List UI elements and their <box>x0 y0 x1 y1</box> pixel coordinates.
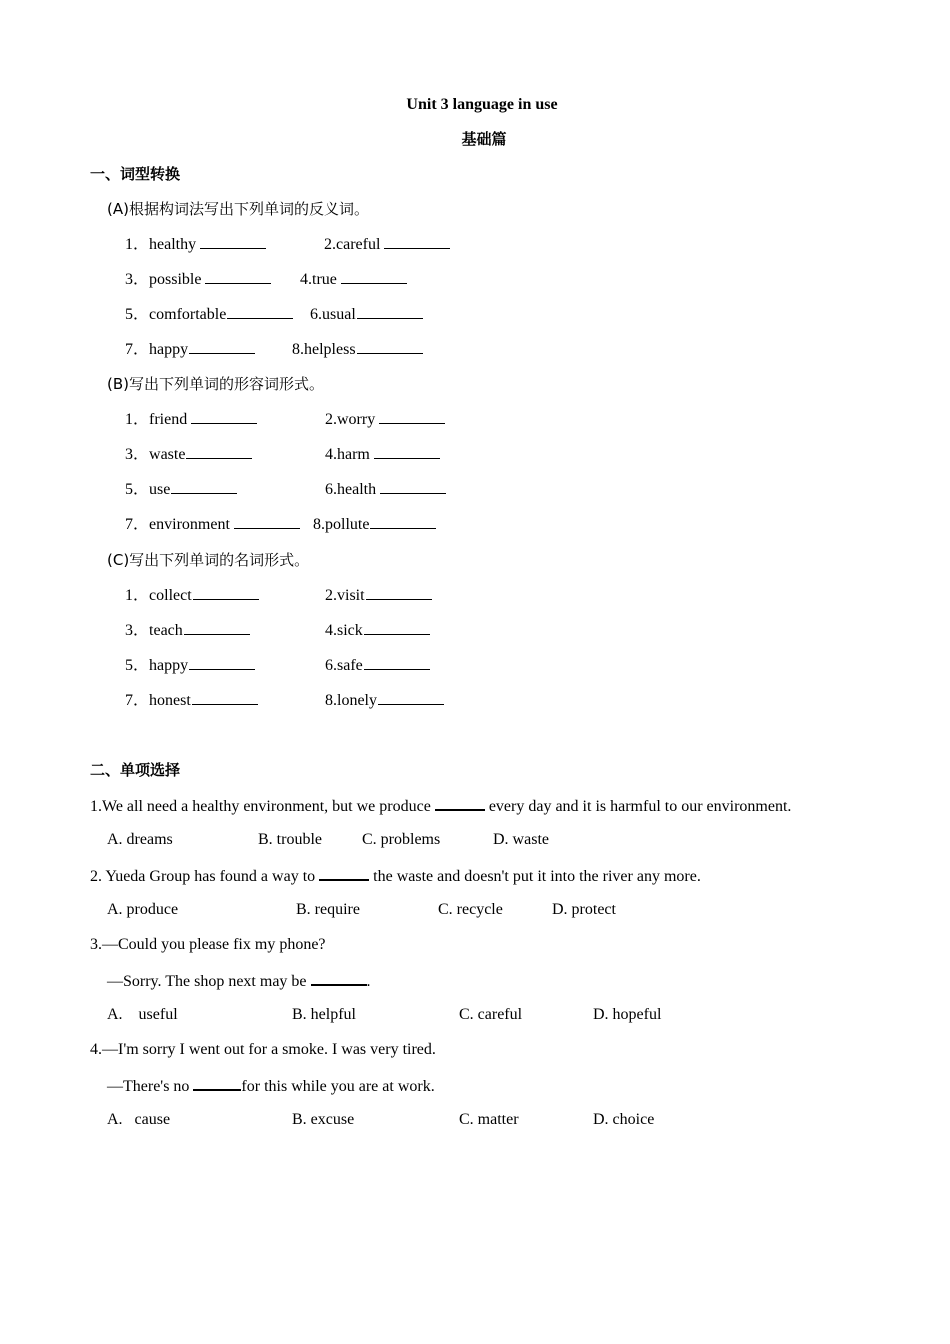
answer-blank[interactable] <box>186 444 252 459</box>
answer-blank[interactable] <box>378 690 444 705</box>
page-subtitle: 基础篇 <box>461 130 507 148</box>
list-item: 7．honest <box>125 690 258 711</box>
list-item: 4.sick <box>325 620 430 641</box>
answer-blank[interactable] <box>374 444 440 459</box>
option-c[interactable]: C. problems <box>362 831 441 848</box>
answer-blank[interactable] <box>341 269 407 284</box>
answer-blank[interactable] <box>192 690 258 705</box>
list-item: 3．waste <box>125 444 252 465</box>
list-item: 7．happy <box>125 339 255 360</box>
answer-blank[interactable] <box>311 970 367 986</box>
list-item: 1．friend <box>125 409 257 430</box>
list-item: 8.pollute <box>313 514 436 535</box>
part-c-instruction: (C)写出下列单词的名词形式。 <box>107 551 310 569</box>
option-a[interactable]: A. dreams <box>107 831 173 848</box>
list-item: 1．healthy <box>125 234 266 255</box>
answer-blank[interactable] <box>205 269 271 284</box>
answer-blank[interactable] <box>364 620 430 635</box>
section-2-heading: 二、单项选择 <box>90 761 181 779</box>
list-item: 7．environment <box>125 514 300 535</box>
list-item: 2.careful <box>324 234 450 255</box>
option-b[interactable]: B. trouble <box>258 831 322 848</box>
answer-blank[interactable] <box>379 409 445 424</box>
answer-blank[interactable] <box>227 304 293 319</box>
part-a-instruction: (A)根据构词法写出下列单词的反义词。 <box>107 200 369 218</box>
answer-blank[interactable] <box>384 234 450 249</box>
list-item: 5．comfortable <box>125 304 293 325</box>
list-item: 6.usual <box>310 304 423 325</box>
option-d[interactable]: D. protect <box>552 901 616 918</box>
list-item: 2.visit <box>325 585 432 606</box>
option-c[interactable]: C. careful <box>459 1006 523 1023</box>
answer-blank[interactable] <box>370 514 436 529</box>
section-1-heading: 一、词型转换 <box>90 165 181 183</box>
answer-blank[interactable] <box>366 585 432 600</box>
answer-blank[interactable] <box>189 339 255 354</box>
question-2: 2. Yueda Group has found a way to the waste and doesn't put it into the river any more. <box>90 865 701 887</box>
question-3: 3.—Could you please fix my phone? <box>90 936 326 953</box>
page-title: Unit 3 language in use <box>406 96 558 113</box>
list-item: 4.true <box>300 269 407 290</box>
answer-blank[interactable] <box>364 655 430 670</box>
list-item: 8.lonely <box>325 690 444 711</box>
question-4: 4.—I'm sorry I went out for a smoke. I was very tired. <box>90 1041 436 1058</box>
answer-blank[interactable] <box>191 409 257 424</box>
option-a[interactable]: A. useful <box>107 1006 178 1023</box>
option-d[interactable]: D. choice <box>593 1111 655 1128</box>
list-item: 3．possible <box>125 269 271 290</box>
list-item: 6.health <box>325 479 446 500</box>
list-item: 6.safe <box>325 655 430 676</box>
list-item: 5．use <box>125 479 237 500</box>
answer-blank[interactable] <box>189 655 255 670</box>
question-1: 1.We all need a healthy environment, but we produce every day and it is harmful to our environment. <box>90 795 791 817</box>
answer-blank[interactable] <box>319 865 369 881</box>
option-a[interactable]: A. cause <box>107 1111 171 1128</box>
answer-blank[interactable] <box>234 514 300 529</box>
answer-blank[interactable] <box>357 339 423 354</box>
question-4-reply: —There's no for this while you are at work. <box>107 1075 435 1097</box>
answer-blank[interactable] <box>171 479 237 494</box>
option-d[interactable]: D. hopeful <box>593 1006 662 1023</box>
option-b[interactable]: B. helpful <box>292 1006 356 1023</box>
answer-blank[interactable] <box>357 304 423 319</box>
part-b-instruction: (B)写出下列单词的形容词形式。 <box>107 375 324 393</box>
answer-blank[interactable] <box>380 479 446 494</box>
answer-blank[interactable] <box>200 234 266 249</box>
question-3-reply: —Sorry. The shop next may be . <box>107 970 371 992</box>
option-a[interactable]: A. produce <box>107 901 179 918</box>
option-b[interactable]: B. excuse <box>292 1111 355 1128</box>
list-item: 5．happy <box>125 655 255 676</box>
answer-blank[interactable] <box>193 1075 241 1091</box>
list-item: 1．collect <box>125 585 259 606</box>
option-d[interactable]: D. waste <box>493 831 549 848</box>
option-c[interactable]: C. recycle <box>438 901 503 918</box>
answer-blank[interactable] <box>193 585 259 600</box>
answer-blank[interactable] <box>435 795 485 811</box>
list-item: 2.worry <box>325 409 445 430</box>
answer-blank[interactable] <box>184 620 250 635</box>
list-item: 8.helpless <box>292 339 423 360</box>
list-item: 3．teach <box>125 620 250 641</box>
list-item: 4.harm <box>325 444 440 465</box>
option-c[interactable]: C. matter <box>459 1111 519 1128</box>
option-b[interactable]: B. require <box>296 901 360 918</box>
